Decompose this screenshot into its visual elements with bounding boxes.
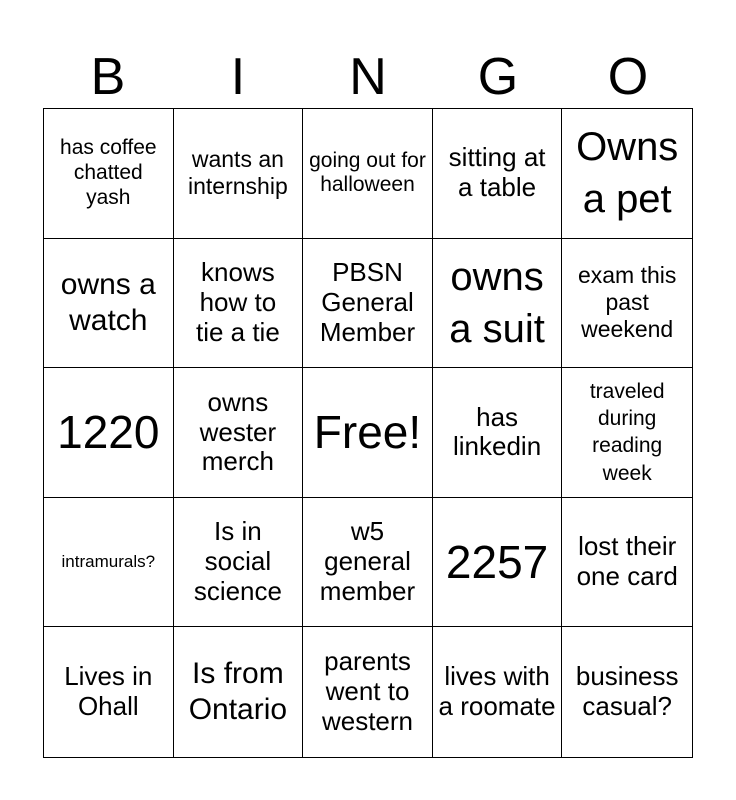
bingo-cell[interactable] [562,498,692,628]
cell-text: Is in social science [193,516,282,607]
bingo-cell[interactable] [303,368,433,498]
bingo-cell[interactable] [174,368,304,498]
bingo-cell[interactable] [303,109,433,239]
cell-text: has coffee chatted yash [60,136,157,209]
bingo-cell[interactable] [303,627,433,757]
header-letter-n: N [349,48,387,106]
bingo-cell[interactable] [44,498,174,628]
bingo-header [43,42,693,108]
bingo-cell[interactable] [174,627,304,757]
bingo-cell[interactable] [433,498,563,628]
header-letter-b: B [90,48,126,106]
free-space: Free! [313,406,422,459]
cell-text: Is from Ontario [188,657,288,727]
cell-text: owns wester merch [199,386,277,477]
bingo-cell[interactable] [562,109,692,239]
cell-text: intramurals? [61,552,156,572]
bingo-cell[interactable] [562,368,692,498]
bingo-cell[interactable] [44,368,174,498]
cell-text: exam this past weekend [577,262,677,343]
cell-text: knows how to tie a tie [195,257,280,347]
bingo-cell[interactable] [174,239,304,369]
bingo-cell[interactable] [433,109,563,239]
cell-text: lives with a roomate [438,661,556,722]
cell-text: lost their one card [576,531,678,592]
cell-text: w5 general member [319,516,416,607]
header-letter-o: O [607,48,649,106]
cell-text: has linkedin [453,401,542,462]
bingo-cell[interactable] [174,498,304,628]
bingo-cell[interactable] [433,239,563,369]
cell-text: owns a suit [449,254,545,351]
cell-text: going out for halloween [309,148,426,197]
cell-text: Owns a pet [576,125,679,222]
bingo-cell[interactable] [174,109,304,239]
cell-text: parents went to western [321,646,414,737]
bingo-cell[interactable] [44,109,174,239]
bingo-cell[interactable] [44,239,174,369]
bingo-cell[interactable] [303,239,433,369]
bingo-cell[interactable] [433,627,563,757]
header-letter-g: G [477,48,519,106]
cell-text: 1220 [57,406,160,459]
bingo-cell[interactable] [44,627,174,757]
cell-text: 2257 [445,535,549,588]
bingo-cell[interactable] [562,627,692,757]
header-letter-i: I [230,48,246,106]
cell-text: owns a watch [60,267,156,337]
cell-text: Lives in Ohall [64,661,153,722]
bingo-cell[interactable] [562,239,692,369]
cell-text: wants an internship [188,146,288,200]
cell-text: business casual? [575,661,679,722]
bingo-board [43,108,693,758]
bingo-cell[interactable] [433,368,563,498]
cell-text: PBSN General Member [319,257,416,347]
cell-text: sitting at a table [448,142,546,203]
cell-text: traveled during reading week [589,379,665,485]
bingo-cell[interactable] [303,498,433,628]
